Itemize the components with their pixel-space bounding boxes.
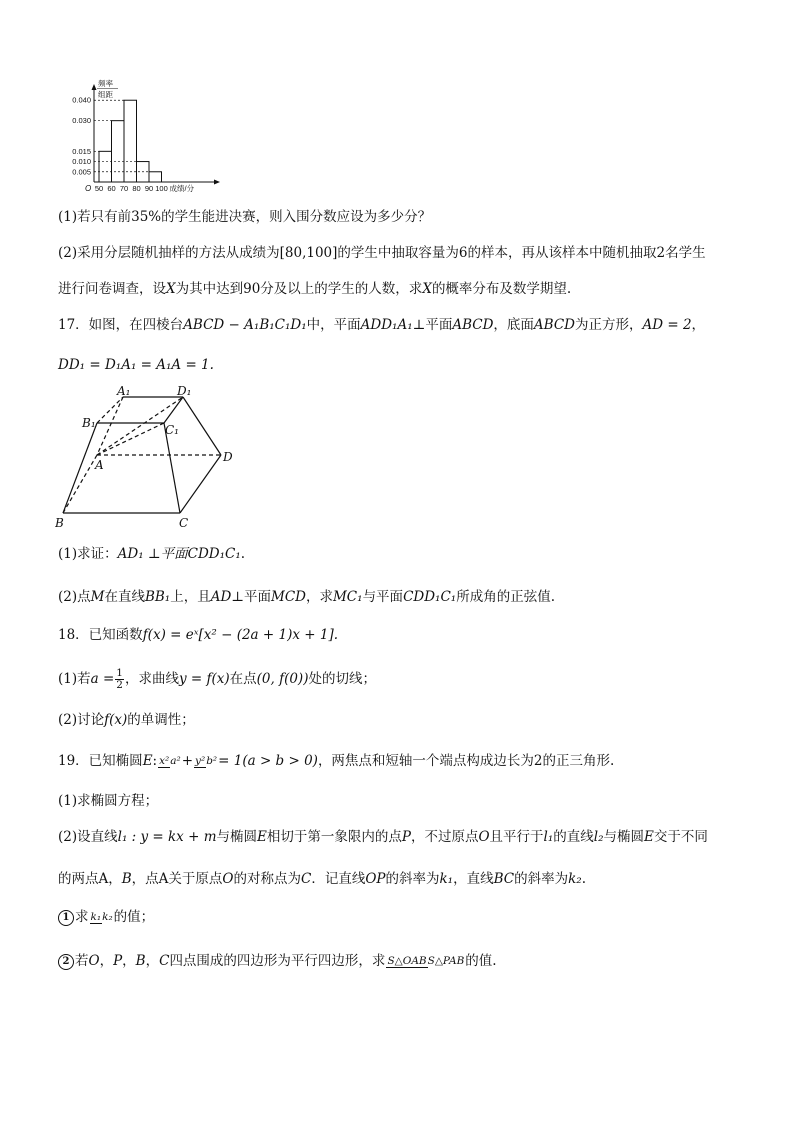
q17-plane: ABCD [452,317,494,333]
var-l1: l₁ [543,829,554,845]
q17-plane: CDD₁C₁ [187,546,241,562]
fraction-denominator: k₂ [102,911,113,923]
histogram-bar [99,151,112,182]
q17-text: 17．如图，在四棱台 [58,317,184,333]
q16-text: 的概率分布及数学期望. [431,281,572,297]
q19-line-l1: l₁ : y = kx + m [117,829,217,845]
q17-plane: MCD [271,589,306,605]
q16-part2-line2 [58,280,571,298]
y-tick-label: 0.030 [72,116,91,126]
var-P: P [113,953,123,969]
label-C1: C₁ [165,423,179,437]
q17-line: AD₁ ⊥平面 [117,546,188,562]
var-X: X [166,281,176,297]
q19-part2-line2 [58,870,586,888]
q19-text: 的两点A， [58,871,122,887]
q17-plane: CDD₁C₁ [403,589,457,605]
fraction-x2-a2 [158,756,181,767]
q19-part2-line1 [58,828,708,846]
label-D: D [223,450,233,464]
q19-part1 [58,792,158,810]
q17-base: ABCD [533,317,575,333]
q17-text: (1)求证： [58,546,118,562]
q18-part1 [58,668,376,691]
q19-text: ，两焦点和短轴一个端点构成边长为2的正三角形. [317,753,615,769]
q19-text: (1)求椭圆方程； [58,793,159,809]
q17-ad: AD = 2 [642,317,692,333]
circled-number-2: 2 [58,954,74,970]
y-tick-label: 0.015 [72,146,91,156]
q19-text: 与椭圆 [603,829,644,845]
q19-text: (2)设直线 [58,829,118,845]
q17-plane: ADD₁A₁ [360,317,413,333]
q17-text: 所成角的正弦值. [456,589,555,605]
y-tick-label: 0.005 [72,167,91,177]
label-A: A [95,458,104,472]
q19-text: ， [99,953,114,969]
x-tick-label: 70 [119,184,129,193]
histogram-bar [149,172,162,182]
q17-text: 在直线 [104,589,145,605]
q18-text: (2)讨论 [58,712,105,728]
x-tick-label: 50 [94,184,104,193]
var-O: O [478,829,490,845]
x-axis-label: 成绩/分 [169,184,195,193]
var-C: C [301,871,312,887]
fraction-denominator: 2 [116,679,123,691]
q17-stem-line1 [58,316,705,334]
var-M: M [90,589,105,605]
x-tick-label: 100 [155,184,168,193]
frustum-figure [55,385,245,530]
q19-text: ， [145,953,160,969]
q17-line: AD [210,589,232,605]
label-C: C [179,516,189,530]
x-tick-label: 90 [144,184,154,193]
var-BC: BC [493,871,515,887]
q17-text: ， [691,317,706,333]
var-l2: l₂ [593,829,604,845]
var-B: B [121,871,132,887]
histogram-bar [124,100,137,182]
circled-number-1: 1 [58,910,74,926]
q19-text: + [181,753,194,769]
origin-label: O [85,184,92,193]
q16-part1 [58,208,431,226]
q17-stem-line2 [58,356,214,374]
var-OP: OP [365,871,386,887]
q16-part2-line1 [58,244,706,262]
q19-text: . [581,871,586,887]
q16-interval: [80,100] [279,245,338,261]
q18-point: (0, f(0)) [256,671,309,687]
q19-text: 求 [75,909,89,925]
fraction-numerator: 1 [116,667,123,679]
q18-part2 [58,711,195,729]
q19-text: 的值； [113,909,155,925]
label-B1: B₁ [82,416,96,430]
q17-text: 为正方形， [574,317,643,333]
q17-text: ⊥平面 [231,589,271,605]
q18-text: 的单调性； [127,712,195,728]
q18-text: 在点 [229,671,257,687]
q19-sub1 [58,908,154,926]
q16-part1-text: (1)若只有前35%的学生能进决赛，则入围分数应设为多少分？ [58,209,432,225]
q19-text: 相切于第一象限内的点 [266,829,402,845]
q19-text: 且平行于 [489,829,544,845]
q16-part2-text: 的学生中抽取容量为6的样本，再从该样本中随机抽取2名学生 [337,245,706,261]
q18-text: ，求曲线 [124,671,179,687]
y-tick-label: 0.040 [72,95,91,105]
q19-text: ，不过原点 [410,829,479,845]
y-axis-arrow [92,84,97,90]
fraction-denominator: a² [170,755,181,767]
fraction-numerator: y² [195,755,206,767]
y-tick-label: 0.010 [72,157,91,167]
q17-part2 [58,588,555,606]
q17-lengths: DD₁ = D₁A₁ = A₁A = 1. [58,357,214,373]
q19-text: 四点围成的四边形为平行四边形，求 [169,953,386,969]
fraction-denominator: S△PAB [427,955,465,967]
var-E: E [142,753,153,769]
q17-line: BB₁ [144,589,171,605]
fraction-area-ratio [386,956,464,967]
q19-text: : [152,753,158,769]
q18-text: 18．已知函数 [58,627,143,643]
q19-text: 的值. [465,953,497,969]
q18-a: a = [90,671,115,687]
var-E: E [257,829,267,845]
var-E: E [644,829,654,845]
q18-stem [58,626,338,644]
q19-text: 若 [75,953,89,969]
var-C: C [159,953,170,969]
q17-text: . [240,546,246,562]
q16-text: 为其中达到90分及以上的学生的人数，求 [175,281,423,297]
frequency-histogram [58,78,228,193]
q18-text: (1)若 [58,671,91,687]
q19-condition: = 1(a > b > 0) [218,753,318,769]
var-B: B [135,953,146,969]
fraction-y2-b2 [194,756,217,767]
fraction-numerator: x² [159,755,170,767]
x-axis-arrow [214,180,220,185]
var-P: P [401,829,411,845]
y-axis-label-numerator: 频率 [98,79,113,88]
q17-text: 上，且 [170,589,211,605]
q17-text: 与平面 [362,589,404,605]
fraction-one-half [115,668,124,691]
q19-text: 19．已知椭圆 [58,753,143,769]
x-tick-label: 80 [132,184,141,193]
label-A1: A₁ [117,385,131,398]
q18-curve: y = f(x) [178,671,230,687]
q17-text: ，求 [305,589,333,605]
x-tick-label: 60 [107,184,116,193]
fraction-numerator: k₁ [90,911,102,923]
q17-text: ⊥平面 [412,317,453,333]
var-X: X [422,281,432,297]
y-axis-label-denominator: 组距 [98,90,113,99]
fraction-k1-k2 [90,912,113,923]
label-B: B [55,516,64,530]
q19-stem [58,752,614,770]
q19-sub2 [58,952,497,970]
var-k1: k₁ [439,871,454,887]
q16-part2-text: (2)采用分层随机抽样的方法从成绩为 [58,245,280,261]
histogram-bar [112,121,125,182]
q17-solid: ABCD − A₁B₁C₁D₁ [183,317,307,333]
fraction-denominator: b² [206,755,218,767]
q17-part1 [58,545,245,563]
q18-function: f(x) = eˣ[x² − (2a + 1)x + 1]. [142,627,339,643]
q19-text: 的直线 [553,829,594,845]
var-k2: k₂ [568,871,582,887]
q19-text: 与椭圆 [216,829,257,845]
q16-text: 进行问卷调查，设 [58,281,166,297]
q19-text: 的斜率为 [514,871,569,887]
q19-text: ，直线 [453,871,494,887]
fraction-numerator: S△OAB [387,955,427,967]
q19-text: ．记直线 [311,871,366,887]
q18-f: f(x) [104,712,128,728]
label-D1: D₁ [177,385,192,398]
q19-text: 的斜率为 [385,871,440,887]
var-O: O [222,871,234,887]
q19-text: 交于不同 [653,829,708,845]
q17-text: ，底面 [493,317,534,333]
q17-line: MC₁ [332,589,363,605]
var-O: O [88,953,100,969]
q17-text: (2)点 [58,589,91,605]
q19-text: ， [122,953,136,969]
q18-text: 处的切线； [308,671,376,687]
q19-text: ，点A关于原点 [131,871,223,887]
q17-text: 中，平面 [306,317,361,333]
q19-text: 的对称点为 [233,871,301,887]
